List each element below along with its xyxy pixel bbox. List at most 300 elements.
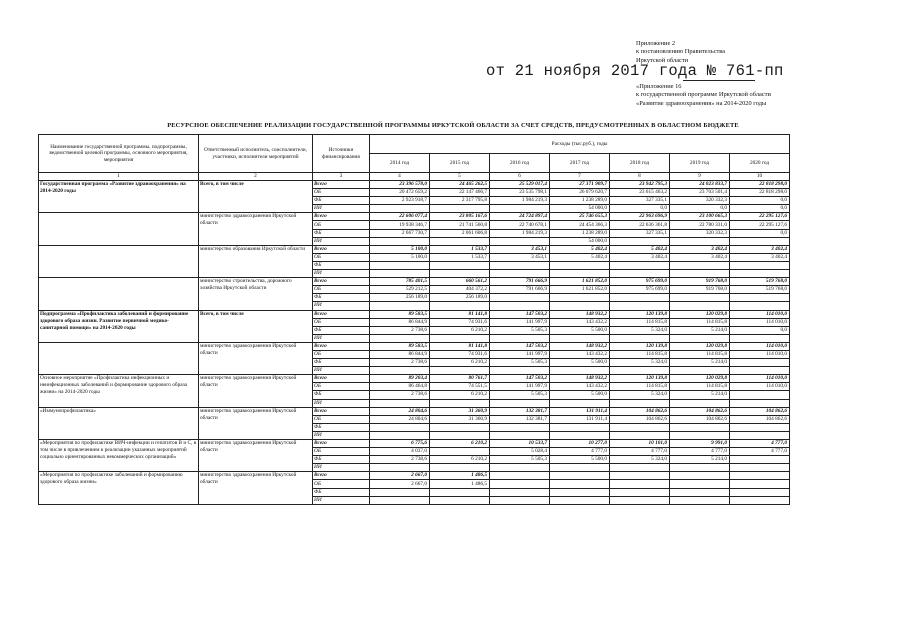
amount-cell <box>610 294 670 302</box>
amount-cell: 2 738,6 <box>370 326 430 334</box>
amount-cell: 10 101,0 <box>610 440 670 448</box>
amount-cell <box>730 399 790 407</box>
table-row <box>39 440 790 448</box>
amount-cell: 2 667,0 <box>370 480 430 488</box>
amount-cell: 5 402,4 <box>610 245 670 253</box>
amount-cell: 23 100 665,3 <box>670 213 730 221</box>
amount-cell: 24 454 366,3 <box>550 221 610 229</box>
executor-cell: министерство здравоохранения Иркутской области <box>199 440 313 472</box>
amount-cell <box>610 367 670 375</box>
amount-cell: 24 724 897,4 <box>490 213 550 221</box>
amount-cell <box>730 302 790 310</box>
amount-cell <box>730 359 790 367</box>
amount-cell: 114 815,8 <box>670 383 730 391</box>
amount-cell <box>370 261 430 269</box>
amount-cell: 120 029,8 <box>670 375 730 383</box>
amount-cell: 4 777,0 <box>730 440 790 448</box>
amount-cell: 120 139,8 <box>610 310 670 318</box>
program-name-cell <box>39 213 199 245</box>
amount-cell <box>610 270 670 278</box>
amount-cell: 24 804,6 <box>370 407 430 415</box>
amount-cell: 660 561,2 <box>430 278 490 286</box>
amount-cell <box>550 423 610 431</box>
table-row <box>39 310 790 318</box>
header-year: 2019 год <box>670 154 730 173</box>
funding-source-cell: Всего <box>313 213 370 221</box>
amount-cell: 5 505,3 <box>490 391 550 399</box>
amount-cell: 24 804,6 <box>370 415 430 423</box>
document-title: РЕСУРСНОЕ ОБЕСПЕЧЕНИЕ РЕАЛИЗАЦИИ ГОСУДАРСТВЕННОЙ ПРОГРАММЫ ИРКУТСКОЙ ОБЛАСТИ ЗА СЧЕТ СРЕДСТВ, ПРЕДУСМОТРЕННЫХ В ОБЛАСТНОМ БЮДЖЕТЕ <box>167 122 739 129</box>
amount-cell: 2 923 918,7 <box>370 197 430 205</box>
amount-cell <box>430 237 490 245</box>
amount-cell: 5 402,4 <box>550 253 610 261</box>
amount-cell <box>490 237 550 245</box>
amount-cell: 791 666,9 <box>490 286 550 294</box>
amount-cell <box>550 294 610 302</box>
amount-cell: 23 703 501,4 <box>670 189 730 197</box>
program-name-cell <box>39 245 199 277</box>
amount-cell: 6 210,2 <box>430 326 490 334</box>
funding-source-cell: ИИ <box>313 367 370 375</box>
amount-cell: 114 815,8 <box>670 350 730 358</box>
funding-source-cell: ИИ <box>313 464 370 472</box>
amount-cell: 5 214,0 <box>670 359 730 367</box>
amount-cell <box>610 464 670 472</box>
amount-cell <box>430 367 490 375</box>
amount-cell: 2 738,6 <box>370 359 430 367</box>
amount-cell: 1 486,5 <box>430 472 490 480</box>
amount-cell: 519 768,0 <box>730 286 790 294</box>
amount-cell: 54 000,0 <box>550 205 610 213</box>
amount-cell: 86 464,8 <box>370 383 430 391</box>
amount-cell <box>370 334 430 342</box>
amount-cell: 2 738,6 <box>370 391 430 399</box>
amount-cell <box>550 270 610 278</box>
amount-cell: 22 295 127,6 <box>730 221 790 229</box>
amount-cell <box>490 367 550 375</box>
amount-cell: 10 277,0 <box>550 440 610 448</box>
amount-cell: 5 500,0 <box>550 326 610 334</box>
table-row <box>39 407 790 415</box>
amount-cell <box>370 302 430 310</box>
amount-cell <box>550 261 610 269</box>
amount-cell: 104 862,6 <box>670 415 730 423</box>
amount-cell: 25 746 655,3 <box>550 213 610 221</box>
amount-cell <box>490 205 550 213</box>
amount-cell: 6 210,2 <box>430 456 490 464</box>
amount-cell <box>370 367 430 375</box>
amount-cell: 3 402,4 <box>610 253 670 261</box>
funding-source-cell: ФБ <box>313 326 370 334</box>
amount-cell <box>670 488 730 496</box>
amount-cell <box>550 464 610 472</box>
amount-cell: 5 505,3 <box>490 456 550 464</box>
amount-cell: 919 768,0 <box>670 278 730 286</box>
amount-cell: 74 551,5 <box>430 383 490 391</box>
funding-source-cell: ФБ <box>313 423 370 431</box>
funding-source-cell: ОБ <box>313 221 370 229</box>
amount-cell: 19 938 346,7 <box>370 221 430 229</box>
header-column-number: 10 <box>730 173 790 181</box>
program-name-cell: Государственная программа «Развитие здравоохранения» на 2014-2020 годы <box>39 181 199 213</box>
amount-cell <box>430 261 490 269</box>
amount-cell <box>490 261 550 269</box>
amount-cell: 86 844,9 <box>370 318 430 326</box>
amount-cell <box>730 472 790 480</box>
amount-cell: 143 432,2 <box>550 383 610 391</box>
header-column-number: 2 <box>199 173 313 181</box>
amount-cell <box>550 488 610 496</box>
amount-cell <box>730 367 790 375</box>
executor-cell: министерство образования Иркутской области <box>199 245 313 277</box>
header-costs: Расходы (тыс.руб.), годы <box>370 135 790 154</box>
amount-cell <box>670 237 730 245</box>
amount-cell <box>490 431 550 439</box>
amount-cell: 0,0 <box>730 197 790 205</box>
amount-cell: 791 666,9 <box>490 278 550 286</box>
amount-cell <box>430 431 490 439</box>
funding-source-cell: ОБ <box>313 286 370 294</box>
header-column-number: 3 <box>313 173 370 181</box>
funding-source-cell: ОБ <box>313 480 370 488</box>
amount-cell <box>370 464 430 472</box>
amount-cell: 27 371 909,7 <box>550 181 610 189</box>
amount-cell: 5 324,0 <box>610 326 670 334</box>
amount-cell: 104 862,6 <box>610 407 670 415</box>
amount-cell <box>670 302 730 310</box>
amount-cell: 5 324,0 <box>610 359 670 367</box>
amount-cell: 2 061 606,8 <box>430 229 490 237</box>
header-column-number: 1 <box>39 173 199 181</box>
amount-cell: 131 911,4 <box>550 415 610 423</box>
amount-cell: 22 295 127,6 <box>730 213 790 221</box>
header-column-number: 8 <box>610 173 670 181</box>
amount-cell <box>730 334 790 342</box>
amount-cell: 22 780 331,0 <box>670 221 730 229</box>
amount-cell <box>490 464 550 472</box>
amount-cell: 5 028,4 <box>490 448 550 456</box>
amount-cell: 404 372,2 <box>430 286 490 294</box>
amount-cell: 2 738,6 <box>370 456 430 464</box>
amount-cell: 320 332,3 <box>670 229 730 237</box>
amount-cell <box>430 399 490 407</box>
funding-source-cell: Всего <box>313 181 370 189</box>
executor-cell: министерство здравоохранения Иркутской области <box>199 342 313 374</box>
amount-cell: 5 500,0 <box>550 359 610 367</box>
program-name-cell: Основное мероприятие «Профилактика инфекционных и неинфекционных заболеваний и формирование здорового образа жизни» на 2014-2020 годы <box>39 375 199 407</box>
amount-cell <box>550 302 610 310</box>
amount-cell: 31 360,9 <box>430 407 490 415</box>
amount-cell: 74 931,6 <box>430 350 490 358</box>
table-row <box>39 342 790 350</box>
amount-cell: 4 777,0 <box>670 448 730 456</box>
amount-cell: 25 529 017,4 <box>490 181 550 189</box>
amount-cell: 120 029,8 <box>670 342 730 350</box>
header-year: 2018 год <box>610 154 670 173</box>
amount-cell: 23 535 798,1 <box>490 189 550 197</box>
amount-cell: 5 214,0 <box>670 456 730 464</box>
amount-cell <box>490 399 550 407</box>
amount-cell: 132 381,7 <box>490 415 550 423</box>
program-name-cell: «Мероприятия по профилактике заболеваний и формированию здорового образа жизни» <box>39 472 199 504</box>
amount-cell: 114 010,0 <box>730 375 790 383</box>
funding-source-cell: Всего <box>313 407 370 415</box>
amount-cell <box>550 431 610 439</box>
funding-source-cell: Всего <box>313 278 370 286</box>
header-year: 2020 год <box>730 154 790 173</box>
amount-cell <box>490 334 550 342</box>
amount-cell: 4 777,0 <box>550 448 610 456</box>
amount-cell: 114 815,8 <box>610 318 670 326</box>
funding-source-cell: Всего <box>313 245 370 253</box>
header-column-number: 7 <box>550 173 610 181</box>
header-column-number: 6 <box>490 173 550 181</box>
amount-cell: 3 402,4 <box>670 253 730 261</box>
amount-cell <box>370 496 430 504</box>
amount-cell: 86 844,9 <box>370 350 430 358</box>
amount-cell: 26 079 620,7 <box>550 189 610 197</box>
amount-cell: 0,0 <box>730 205 790 213</box>
amount-cell: 3 402,4 <box>730 245 790 253</box>
table-row <box>39 245 790 253</box>
amount-cell: 0,0 <box>670 205 730 213</box>
amount-cell <box>370 431 430 439</box>
amount-cell: 22 606 077,4 <box>370 213 430 221</box>
amount-cell <box>490 294 550 302</box>
amount-cell: 4 777,0 <box>730 448 790 456</box>
amount-cell: 114 815,8 <box>610 383 670 391</box>
amount-cell: 5 500,0 <box>550 391 610 399</box>
amount-cell: 1 533,7 <box>430 245 490 253</box>
amount-cell <box>730 488 790 496</box>
amount-cell: 1 621 852,0 <box>550 286 610 294</box>
amount-cell: 5 214,0 <box>670 391 730 399</box>
appendix-line: «Приложение 16 <box>636 83 682 90</box>
header-name: Наименование государственной программы, подпрограммы, ведомственной целевой программы, основного мероприятия, мероприятия <box>39 135 199 173</box>
funding-source-cell: ФБ <box>313 488 370 496</box>
amount-cell: 2 667 730,7 <box>370 229 430 237</box>
header-executor: Ответственный исполнитель, соисполнители, участники, исполнители мероприятий <box>199 135 313 173</box>
executor-cell: министерство строительства, дорожного хозяйства Иркутской области <box>199 278 313 310</box>
header-year: 2016 год <box>490 154 550 173</box>
amount-cell <box>550 472 610 480</box>
amount-cell: 529 212,5 <box>370 286 430 294</box>
amount-cell <box>610 261 670 269</box>
funding-source-cell: ФБ <box>313 456 370 464</box>
amount-cell: 141 997,9 <box>490 383 550 391</box>
amount-cell <box>610 423 670 431</box>
header-year: 2014 год <box>370 154 430 173</box>
amount-cell <box>610 334 670 342</box>
funding-source-cell: ОБ <box>313 350 370 358</box>
funding-source-cell: ИИ <box>313 270 370 278</box>
appendix-line: Иркутской области <box>636 56 689 64</box>
amount-cell: 21 741 560,8 <box>430 221 490 229</box>
amount-cell <box>490 423 550 431</box>
amount-cell <box>730 496 790 504</box>
amount-cell: 120 139,8 <box>610 375 670 383</box>
amount-cell: 147 503,2 <box>490 310 550 318</box>
amount-cell: 256 189,0 <box>370 294 430 302</box>
amount-cell: 143 432,2 <box>550 350 610 358</box>
amount-cell <box>730 456 790 464</box>
amount-cell <box>490 302 550 310</box>
funding-source-cell: ИИ <box>313 431 370 439</box>
amount-cell <box>490 472 550 480</box>
amount-cell: 74 931,6 <box>430 318 490 326</box>
amount-cell: 89 203,4 <box>370 375 430 383</box>
amount-cell <box>550 367 610 375</box>
amount-cell <box>550 496 610 504</box>
executor-cell: министерство здравоохранения Иркутской области <box>199 375 313 407</box>
amount-cell: 22 818 298,0 <box>730 189 790 197</box>
amount-cell: 132 381,7 <box>490 407 550 415</box>
funding-source-cell: Всего <box>313 342 370 350</box>
amount-cell: 104 862,6 <box>670 407 730 415</box>
header-year: 2017 год <box>550 154 610 173</box>
amount-cell: 22 636 361,8 <box>610 221 670 229</box>
header-column-number: 4 <box>370 173 430 181</box>
amount-cell: 785 401,5 <box>370 278 430 286</box>
amount-cell: 3 453,1 <box>490 245 550 253</box>
table-row <box>39 181 790 189</box>
amount-cell: 6 775,6 <box>370 440 430 448</box>
header-year: 2015 год <box>430 154 490 173</box>
amount-cell: 256 189,0 <box>430 294 490 302</box>
amount-cell <box>430 423 490 431</box>
amount-cell <box>610 496 670 504</box>
amount-cell: 148 932,2 <box>550 375 610 383</box>
funding-source-cell: ОБ <box>313 383 370 391</box>
amount-cell: 104 862,6 <box>730 407 790 415</box>
amount-cell: 5 402,4 <box>550 245 610 253</box>
amount-cell: 3 453,1 <box>490 253 550 261</box>
amount-cell <box>670 472 730 480</box>
amount-cell: 919 768,0 <box>670 286 730 294</box>
funding-source-cell: ОБ <box>313 318 370 326</box>
amount-cell: 5 505,3 <box>490 359 550 367</box>
amount-cell: 2 317 795,8 <box>430 197 490 205</box>
amount-cell: 24 465 262,5 <box>430 181 490 189</box>
amount-cell <box>730 480 790 488</box>
amount-cell: 148 932,2 <box>550 310 610 318</box>
amount-cell <box>610 480 670 488</box>
amount-cell: 104 862,6 <box>610 415 670 423</box>
executor-cell: Всего, в том числе <box>199 181 313 213</box>
program-name-cell: Подпрограмма «Профилактика заболеваний и формирование здорового образа жизни. Развитие первичной медико-санитарной помощи» на 2014-2020 годы <box>39 310 199 342</box>
program-name-cell: «Мероприятия по профилактике ВИЧ-инфекции и гепатитов B и C, в том числе в привлечением к реализации указанных мероприятий социально ориентированных некоммерческих организаций» <box>39 440 199 472</box>
executor-cell: министерство здравоохранения Иркутской области <box>199 213 313 245</box>
amount-cell <box>430 302 490 310</box>
amount-cell <box>490 270 550 278</box>
amount-cell: 6 210,2 <box>430 440 490 448</box>
amount-cell <box>670 431 730 439</box>
amount-cell: 0,0 <box>730 326 790 334</box>
funding-source-cell: ОБ <box>313 448 370 456</box>
amount-cell <box>430 270 490 278</box>
amount-cell: 141 997,9 <box>490 318 550 326</box>
amount-cell: 114 815,8 <box>670 318 730 326</box>
amount-cell: 23 615 463,2 <box>610 189 670 197</box>
amount-cell <box>610 399 670 407</box>
funding-source-cell: Всего <box>313 440 370 448</box>
amount-cell <box>490 480 550 488</box>
amount-cell: 89 583,5 <box>370 310 430 318</box>
appendix-line: Приложение 2 <box>636 40 676 47</box>
amount-cell <box>430 448 490 456</box>
amount-cell: 5 100,0 <box>370 253 430 261</box>
funding-source-cell: ИИ <box>313 496 370 504</box>
amount-cell: 3 402,4 <box>670 245 730 253</box>
amount-cell <box>670 334 730 342</box>
amount-cell <box>490 488 550 496</box>
amount-cell <box>610 488 670 496</box>
amount-cell: 1 533,7 <box>430 253 490 261</box>
amount-cell: 22 147 466,7 <box>430 189 490 197</box>
amount-cell: 147 503,2 <box>490 375 550 383</box>
funding-source-cell: Всего <box>313 472 370 480</box>
amount-cell: 5 505,3 <box>490 326 550 334</box>
executor-cell: министерство здравоохранения Иркутской области <box>199 407 313 439</box>
amount-cell <box>370 237 430 245</box>
program-appendix-header <box>636 83 771 108</box>
amount-cell <box>730 431 790 439</box>
amount-cell: 5 324,0 <box>610 456 670 464</box>
amount-cell: 114 010,0 <box>730 383 790 391</box>
amount-cell <box>370 399 430 407</box>
program-name-cell <box>39 278 199 310</box>
funding-source-cell: ОБ <box>313 253 370 261</box>
executor-cell: министерство здравоохранения Иркутской области <box>199 472 313 504</box>
program-name-cell <box>39 342 199 374</box>
amount-cell <box>670 294 730 302</box>
amount-cell <box>430 464 490 472</box>
amount-cell: 131 911,4 <box>550 407 610 415</box>
funding-source-cell: Всего <box>313 375 370 383</box>
funding-source-cell: ИИ <box>313 334 370 342</box>
amount-cell: 104 862,6 <box>730 415 790 423</box>
amount-cell <box>670 496 730 504</box>
funding-source-cell: ИИ <box>313 399 370 407</box>
amount-cell: 320 332,3 <box>670 197 730 205</box>
amount-cell: 1 486,5 <box>430 480 490 488</box>
amount-cell <box>730 270 790 278</box>
amount-cell <box>550 399 610 407</box>
amount-cell <box>670 464 730 472</box>
amount-cell <box>670 261 730 269</box>
amount-cell: 114 010,0 <box>730 350 790 358</box>
amount-cell: 143 432,2 <box>550 318 610 326</box>
amount-cell <box>550 480 610 488</box>
amount-cell: 80 761,7 <box>430 375 490 383</box>
amount-cell: 6 210,2 <box>430 359 490 367</box>
funding-source-cell: ОБ <box>313 415 370 423</box>
executor-cell: Всего, в том числе <box>199 310 313 342</box>
amount-cell: 114 815,8 <box>610 350 670 358</box>
amount-cell <box>730 391 790 399</box>
amount-cell: 54 000,0 <box>550 237 610 245</box>
amount-cell <box>670 423 730 431</box>
amount-cell: 23 805 167,6 <box>430 213 490 221</box>
amount-cell: 120 029,8 <box>670 310 730 318</box>
amount-cell: 1 984 219,3 <box>490 197 550 205</box>
amount-cell <box>670 270 730 278</box>
amount-cell <box>610 237 670 245</box>
amount-cell: 4 037,0 <box>370 448 430 456</box>
amount-cell: 519 768,0 <box>730 278 790 286</box>
funding-source-cell: ФБ <box>313 359 370 367</box>
amount-cell: 1 238 289,0 <box>550 197 610 205</box>
